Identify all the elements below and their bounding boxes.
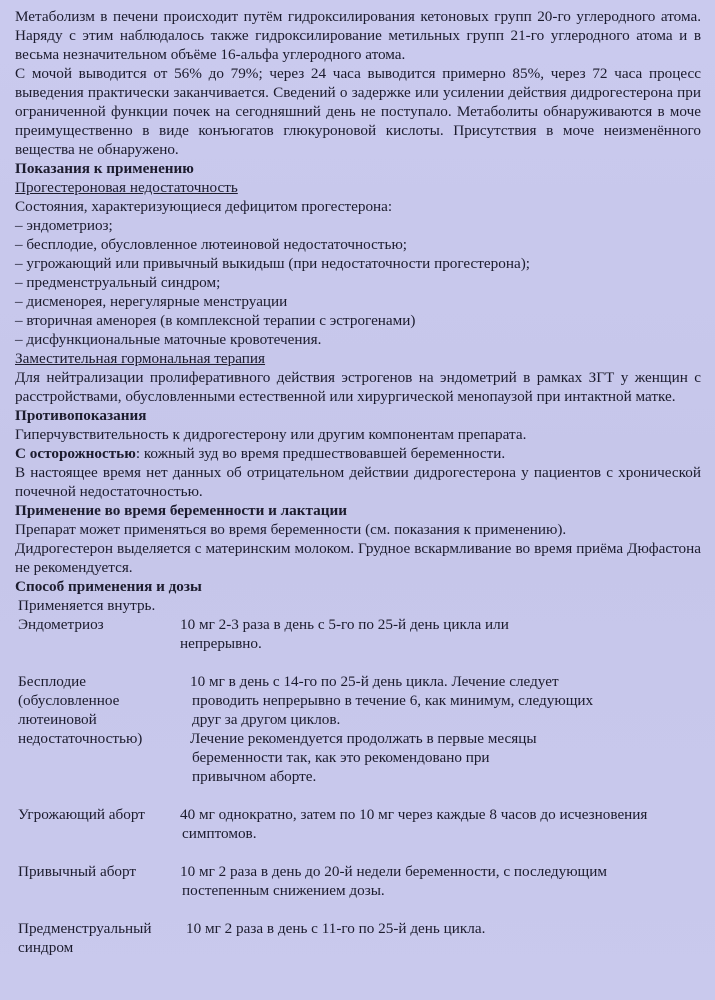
dosage-row-pms xyxy=(15,919,701,957)
dosage-row-endometriosis xyxy=(15,615,701,653)
dosage-line: привычном аборте. xyxy=(192,768,317,785)
dosage-line: беременности так, как это рекомендовано при xyxy=(192,749,490,766)
dosage-table xyxy=(15,615,701,957)
metabolism-paragraph: Метаболизм в печени происходит путём гидроксилирования кетоновых групп 20-го углеродного атома. Наряду с этим наблюдалось также гидроксилирование метильных групп 21-го углеродного атома и в весьма незначительном объёме 16-альфа углеродного атома. xyxy=(15,8,701,63)
caution-label: С осторожностью xyxy=(15,445,136,462)
dosage-row-text xyxy=(180,615,701,653)
dosage-line: 10 мг 2 раза в день до 20-й недели беременности, с последующим xyxy=(180,863,607,880)
dosage-line: постепенным снижением дозы. xyxy=(182,882,385,899)
dosage-row-text xyxy=(180,862,701,900)
excretion-paragraph: С мочой выводится от 56% до 79%; через 24 часа выводится примерно 85%, через 72 часа процесс выведения практически заканчивается. Сведений о задержке или усилении действия дидрогестерона при ограниченной функции почек на сегодняшний день не поступало. Метаболиты обнаруживаются в моче преимущественно в виде конъюгатов глюкуроновой кислоты. Присутствия в моче неизменённого вещества не обнаружено. xyxy=(15,65,701,158)
dosage-row-label: Привычный аборт xyxy=(18,863,137,880)
indications-list xyxy=(15,216,701,349)
dosage-row-infertility xyxy=(15,672,701,786)
list-item: – бесплодие, обусловленное лютеиновой недостаточностью; xyxy=(15,236,408,253)
dosage-line: Лечение рекомендуется продолжать в первые месяцы xyxy=(190,730,537,747)
caution-text: : кожный зуд во время предшествовавшей беременности. xyxy=(135,445,506,462)
dosage-row-label: Предменструальный синдром xyxy=(18,920,152,956)
progesterone-deficiency-subheading: Прогестероновая недостаточность xyxy=(15,179,238,196)
dosage-line: друг за другом циклов. xyxy=(192,711,341,728)
renal-note: В настоящее время нет данных об отрицательном действии дидрогестерона у пациентов с хронической почечной недостаточностью. xyxy=(15,464,701,500)
pregnancy-line-1: Препарат может применяться во время беременности (см. показания к применению). xyxy=(15,521,567,538)
dosage-row-habitual-abortion xyxy=(15,862,701,900)
dosage-row-threatened-abortion xyxy=(15,805,701,843)
contraindications-text: Гиперчувствительность к дидрогестерону или другим компонентам препарата. xyxy=(15,426,527,443)
dosage-row-text xyxy=(190,672,701,786)
list-item: – угрожающий или привычный выкидыш (при недостаточности прогестерона); xyxy=(15,255,530,272)
dosage-line: 10 мг в день с 14-го по 25-й день цикла. Лечение следует xyxy=(190,673,559,690)
dosage-row-label: Бесплодие (обусловленное лютеиновой недостаточностью) xyxy=(18,673,143,747)
list-item: – предменструальный синдром; xyxy=(15,274,221,291)
caution-line xyxy=(15,444,701,463)
dosage-line: 10 мг 2-3 раза в день с 5-го по 25-й день цикла или xyxy=(180,616,509,633)
dosage-line: непрерывно. xyxy=(180,635,262,652)
dosage-row-label: Эндометриоз xyxy=(18,616,104,633)
contraindications-heading: Противопоказания xyxy=(15,407,147,424)
indications-heading: Показания к применению xyxy=(15,160,194,177)
dosage-row-text xyxy=(180,805,701,843)
list-item: – дисменорея, нерегулярные менструации xyxy=(15,293,288,310)
list-item: – эндометриоз; xyxy=(15,217,113,234)
progesterone-deficiency-intro: Состояния, характеризующиеся дефицитом прогестерона: xyxy=(15,198,393,215)
list-item: – вторичная аменорея (в комплексной терапии с эстрогенами) xyxy=(15,312,416,329)
dosage-row-label: Угрожающий аборт xyxy=(18,806,145,823)
list-item: – дисфункциональные маточные кровотечения. xyxy=(15,331,322,348)
hrt-subheading: Заместительная гормональная терапия xyxy=(15,350,266,367)
dosage-row-text xyxy=(186,919,701,938)
dosage-line: симптомов. xyxy=(182,825,257,842)
pregnancy-heading: Применение во время беременности и лактации xyxy=(15,502,348,519)
hrt-paragraph: Для нейтрализации пролиферативного действия эстрогенов на эндометрий в рамках ЗГТ у женщин с расстройствами, обусловленными естественной или хирургической менопаузой при интактной матке. xyxy=(15,369,701,405)
dosage-heading: Способ применения и дозы xyxy=(15,578,202,595)
pregnancy-line-2: Дидрогестерон выделяется с материнским молоком. Грудное вскармливание во время приёма Дюфастона не рекомендуется. xyxy=(15,540,701,576)
dosage-line: 10 мг 2 раза в день с 11-го по 25-й день цикла. xyxy=(186,920,486,937)
dosage-line: проводить непрерывно в течение 6, как минимум, следующих xyxy=(192,692,594,709)
dosage-route: Применяется внутрь. xyxy=(18,597,156,614)
dosage-line: 40 мг однократно, затем по 10 мг через каждые 8 часов до исчезновения xyxy=(180,806,648,823)
